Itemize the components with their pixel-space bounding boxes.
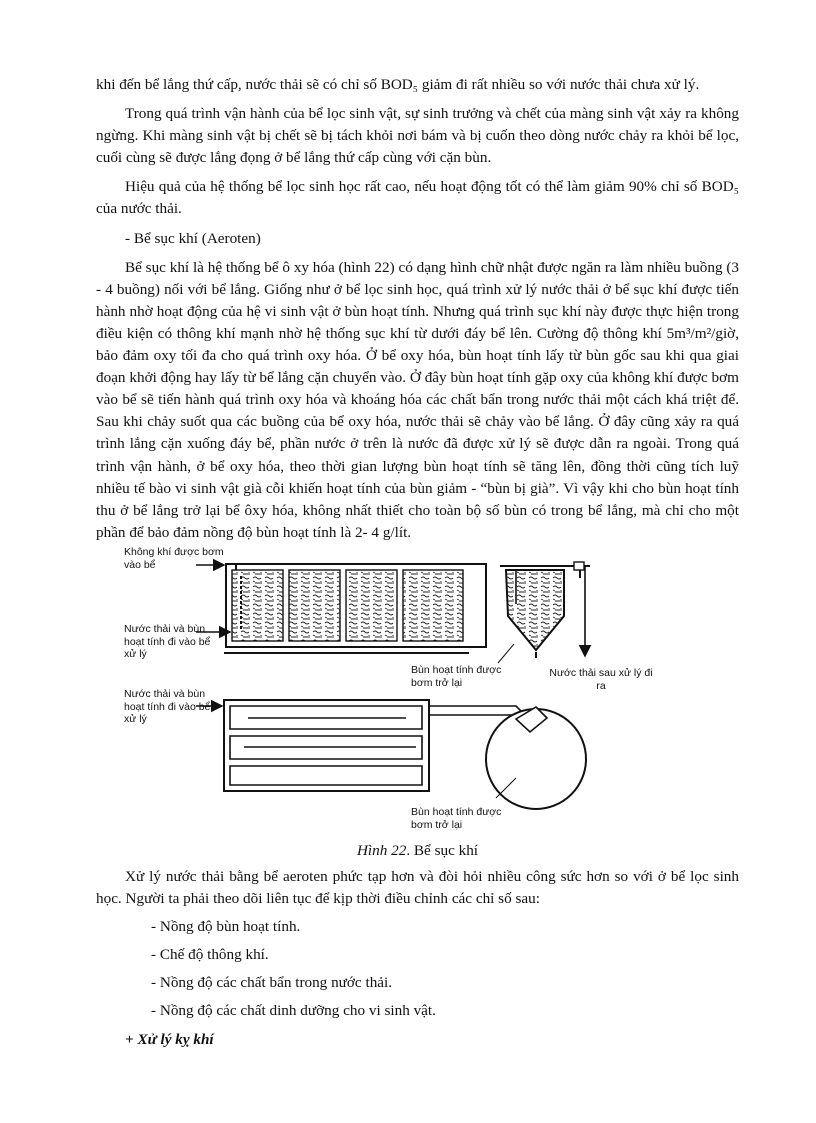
paragraph-5: Bể sục khí là hệ thống bể ô xy hóa (hình 22) có dạng hình chữ nhật được ngăn ra làm nhiều buồng (3 - 4 buồng) nối với bể lắng. Giống như ở bể lọc sinh học, quá trình xử lý nước thải ở bể sục khí được tiến hành nhờ hoạt động của hệ vi sinh vật ở bùn hoạt tính. Nhưng quá trình sục khí này được thực hiện trong điều kiện có thông khí mạnh nhờ hệ thống sục khí từ dưới đáy bể lên. Cường độ thông khí 5m³/m²/giờ, bảo đảm oxy tối đa cho quá trình oxy hóa. Ở bể oxy hóa, bùn hoạt tính lấy từ bùn gốc sau khi qua giai đoạn khởi động hay lấy từ bể lắng cặn chuyển vào. Ở đây bùn hoạt tính gặp oxy của không khí được bơm vào bể sẽ tiến hành quá trình oxy hóa và khoáng hóa các chất bẩn trong nước thải một cách khá triệt để. Sau khi chảy suốt qua các buồng của bể oxy hóa, nước thải sẽ chảy vào bể lắng. Ở đây cũng xảy ra quá trình lắng cặn xuống đáy bể, phần nước ở trên là nước đã được xử lý sẽ được dẫn ra ngoài. Trong quá trình vận hành, ở bể oxy hóa, theo thời gian lượng bùn hoạt tính sẽ tăng lên, đồng thời cũng tích luỹ nhiều tế bào vi sinh vật già cỗi khiến hoạt tính của bùn giảm - “bùn bị già”. Vì vậy khi cho bùn hoạt tính thu ở bể lắng trở lại bể ôxy hóa, không nhất thiết cho toàn bộ số bùn có trong bể lắng, mà chỉ cho một phần để bảo đảm nồng độ bùn hoạt tính là 2- 4 g/lít. <box>96 258 739 541</box>
list-item: - Chế độ thông khí. <box>151 946 269 964</box>
label-air-in: Không khí được bơm vào bể <box>124 546 224 571</box>
label-sludge-return-bottom: Bùn hoạt tính được bơm trở lại <box>411 806 502 831</box>
caption-text: . Bể sục khí <box>406 842 479 859</box>
paragraph-3: Hiệu quả của hệ thống bể lọc sinh học rất cao, nếu hoạt động tốt có thể làm giảm 90% chỉ số BOD₅ của nước thải. <box>96 178 739 218</box>
label-sludge-return-top: Bùn hoạt tính được bơm trở lại <box>411 664 502 689</box>
body-text <box>96 74 739 544</box>
list-item: - Nồng độ các chất dinh dưỡng cho vi sinh vật. <box>151 1002 436 1020</box>
list-item: - Nồng độ bùn hoạt tính. <box>151 918 301 936</box>
figure-caption <box>96 842 739 860</box>
section-heading: + Xử lý kỵ khí <box>125 1030 214 1048</box>
paragraph-2: Trong quá trình vận hành của bể lọc sinh vật, sự sinh trưởng và chết của màng sinh vật xảy ra không ngừng. Khi màng sinh vật bị chết sẽ bị tách khỏi nơi bám và bị cuốn theo dòng nước chảy ra khỏi bể lọc, cuối cùng sẽ được lắng đọng ở bể lắng thứ cấp cùng với cặn bùn. <box>96 105 739 167</box>
label-inflow-top: Nước thải và bùn hoạt tính đi vào bể xử lý <box>124 623 211 660</box>
caption-number: Hình 22 <box>356 842 407 859</box>
settling-tank <box>500 562 590 658</box>
aeration-chambers <box>224 564 486 653</box>
paragraph-1: khi đến bể lắng thứ cấp, nước thải sẽ có chỉ số BOD₅ giảm đi rất nhiều so với nước thải chưa xử lý. <box>96 76 700 93</box>
serpentine-channels <box>224 700 528 791</box>
paragraph-6: Xử lý nước thải bằng bể aeroten phức tạp hơn và đòi hỏi nhiều công sức hơn so với ở bể lọc sinh học. Người ta phải theo dõi liên tục để kịp thời điều chỉnh các chỉ số sau: <box>96 868 739 908</box>
lower-text <box>96 866 739 1051</box>
label-inflow-bottom: Nước thải và bùn hoạt tính đi vào bể xử lý <box>124 688 211 725</box>
list-item: - Nồng độ các chất bẩn trong nước thải. <box>151 974 393 992</box>
figure-22-aeration-tank <box>96 540 739 840</box>
label-outflow: Nước thải sau xử lý đi ra <box>549 667 653 692</box>
subheading-aeroten: - Bể sục khí (Aeroten) <box>125 229 261 247</box>
